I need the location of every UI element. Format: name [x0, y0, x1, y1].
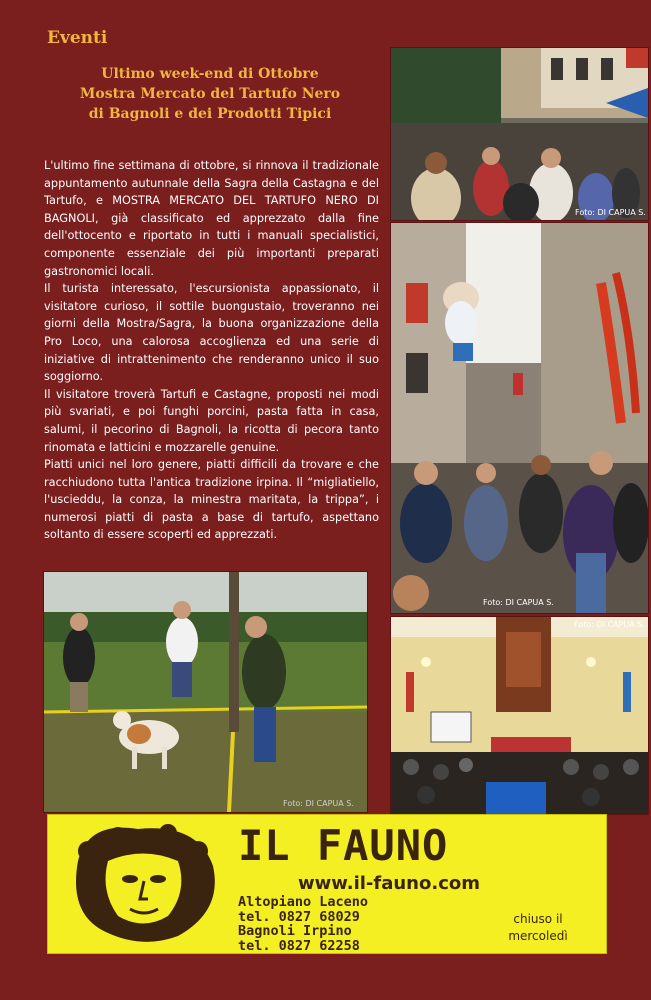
photo-credit-crowd: Foto: DI CAPUA S.	[575, 208, 646, 217]
ad-title: IL FAUNO	[238, 821, 449, 870]
article-body	[44, 157, 379, 544]
headline-line-2: Mostra Mercato del Tartufo Nero	[79, 86, 341, 102]
paragraph-3: Il visitatore troverà Tartufi e Castagne, proposti nei modi più svariati, e poi funghi porcini, pasta fatta in casa, salumi, il pecorino di Bagnoli, la ricotta di pecora tanto rinomata e latticini e mozzarelle genuine.	[44, 387, 379, 454]
ad-website-link[interactable]: www.il-fauno.com	[298, 873, 480, 894]
ad-info-line-3: Bagnoli Irpino	[238, 923, 352, 939]
photo-truffle-dog	[43, 571, 368, 813]
photo-conference	[390, 616, 649, 815]
photo-credit-dog: Foto: DI CAPUA S.	[283, 799, 354, 808]
ad-closed-line-2: mercoledì	[508, 929, 568, 943]
paragraph-2: Il turista interessato, l'escursionista appassionato, il visitatore curioso, il sottile buongustaio, troveranno nei giorni della Mostra/Sagra, la buona organizzazione della Pro Loco, una calorosa accoglienza ed una serie di iniziative di intrattenimento che renderanno unico il suo soggiorno.	[44, 282, 379, 384]
section-title: Eventi	[47, 28, 108, 48]
paragraph-1: L'ultimo fine settimana di ottobre, si rinnova il tradizionale appuntamento autunnale della Sagra della Castagna e del Tartufo, e MOSTRA MERCATO DEL TARTUFO NERO DI BAGNOLI, già classificato ed apprezzato dalla fine dell'ottocento e riportato in tutti i manuali specialistici, componente essenziale dei più importanti preparati gastronomici locali.	[44, 159, 379, 278]
article-headline	[60, 64, 360, 124]
photo-credit-conference: Foto: DI CAPUA S.	[574, 620, 645, 629]
photo-street	[390, 222, 649, 614]
ad-info-line-4: tel. 0827 62258	[238, 937, 360, 954]
ad-contact-info	[238, 895, 368, 953]
ad-info-line-1: Altopiano Laceno	[238, 894, 369, 910]
paragraph-4: Piatti unici nel loro genere, piatti difficili da trovare e che racchiudono tutta l'antica tradizione irpina. Il “migliatiello, l'uscieddu, la conza, la minestra maritata, la trippa”, i numerosi piatti di pasta a base di tartufo, aspettano soltanto di essere scoperti ed apprezzati.	[44, 458, 379, 542]
ad-closing-day	[493, 911, 583, 945]
ad-closed-line-1: chiuso il	[513, 912, 563, 926]
faun-head-icon	[58, 821, 228, 947]
headline-line-1: Ultimo week-end di Ottobre	[101, 66, 319, 82]
photo-credit-street: Foto: DI CAPUA S.	[483, 598, 554, 607]
photo-crowd-square	[390, 47, 649, 221]
advertisement-il-fauno	[47, 814, 607, 954]
headline-line-3: di Bagnoli e dei Prodotti Tipici	[88, 106, 332, 122]
ad-info-line-2: tel. 0827 68029	[238, 908, 360, 925]
